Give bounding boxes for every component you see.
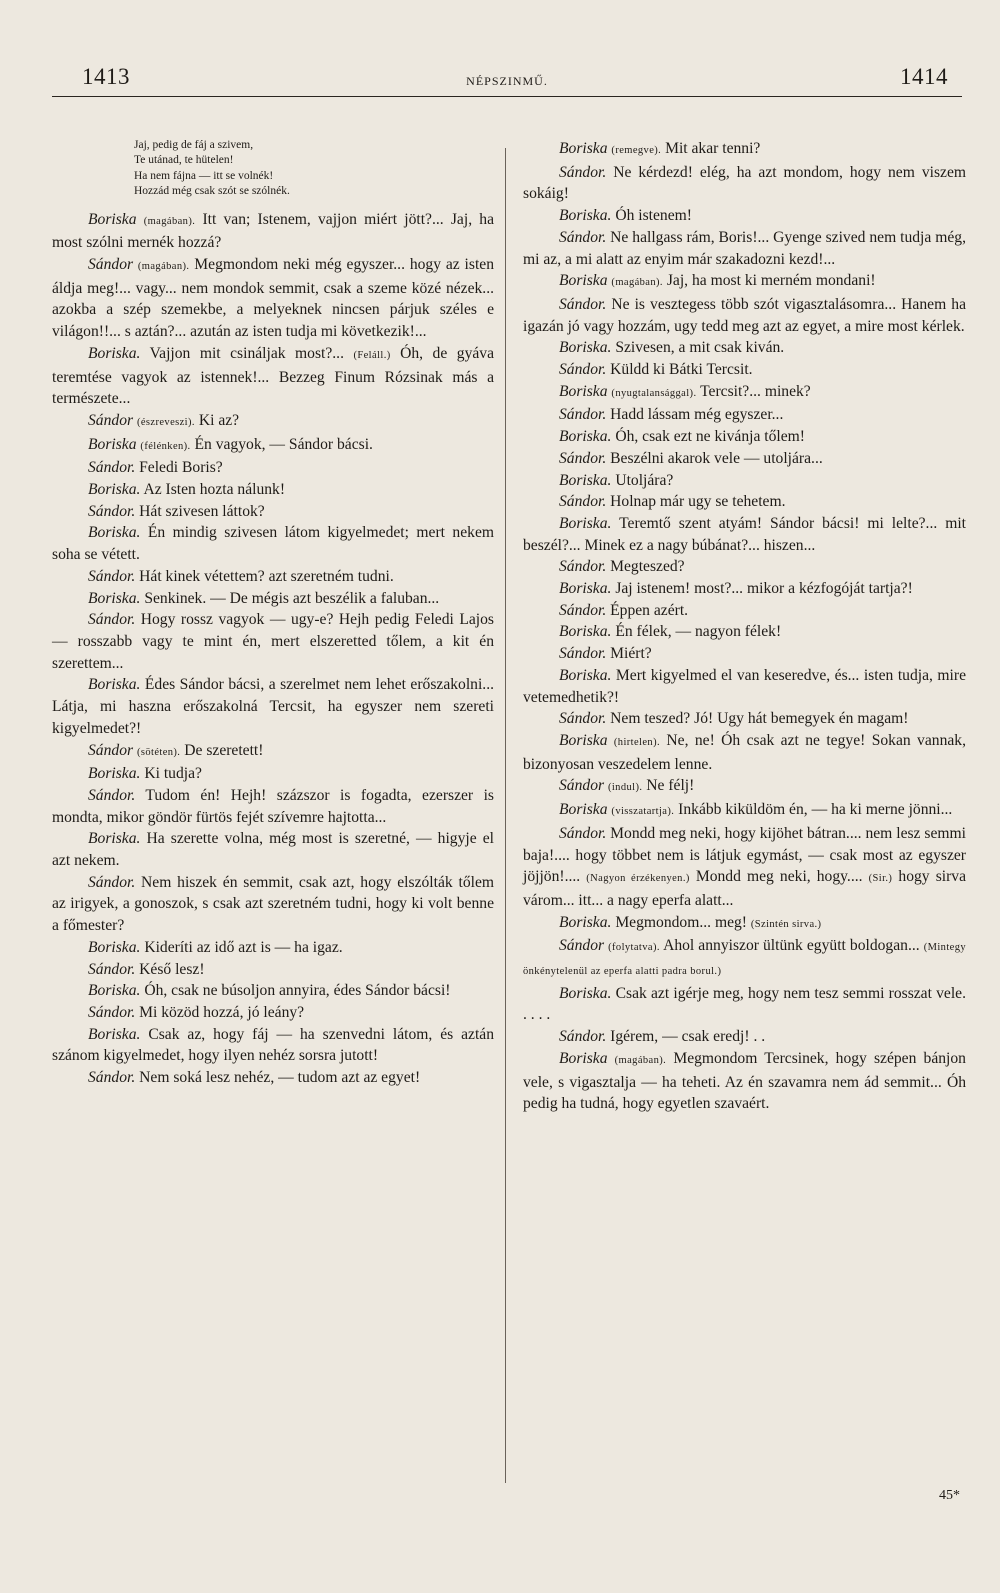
dialogue-line (523, 556, 966, 578)
speaker: Boriska. (88, 344, 141, 362)
dialogue-text: Mondd meg neki, hogy.... (689, 868, 863, 886)
dialogue-line (523, 600, 966, 622)
dialogue-line (523, 359, 966, 381)
dialogue-text: Teremtő szent atyám! Sándor bácsi! mi lelte?... mit beszél?... Minek ez a nagy búbánat?... hiszen... (523, 514, 966, 554)
dialogue-line (523, 578, 966, 600)
dialogue-text: Óh istenem! (611, 207, 692, 225)
verse-line: Te utánad, te hütelen! (134, 154, 234, 167)
dialogue-text: Éppen azért. (606, 601, 689, 619)
speaker: Sándor. (88, 459, 136, 477)
speaker: Sándor. (559, 163, 607, 181)
dialogue-text: Óh, csak ezt ne kivánja tőlem! (611, 428, 805, 446)
dialogue-text: Megteszed? (606, 558, 685, 576)
dialogue-line (523, 708, 966, 730)
dialogue-line (523, 643, 966, 665)
speaker: Sándor. (559, 1028, 607, 1046)
dialogue-line (523, 162, 966, 205)
stage-direction: (nyugtalansággal). (611, 387, 697, 399)
speaker: Boriska (559, 382, 608, 400)
speaker: Sándor. (559, 558, 607, 576)
speaker: Sándor (559, 777, 605, 795)
dialogue-text: Ne, ne! Óh csak azt ne tegye! Sokan vannak, bizonyosan veszedelem lenne. (523, 731, 966, 773)
page-header (52, 62, 962, 97)
dialogue-text: Szivesen, a mit csak kiván. (611, 339, 785, 357)
dialogue-text: Ahol annyiszor ültünk együtt boldogan... (659, 937, 920, 955)
dialogue-line (523, 935, 966, 982)
dialogue-line (52, 740, 494, 764)
speaker: Boriska. (559, 207, 612, 225)
speaker: Sándor. (88, 1003, 136, 1021)
dialogue-line (52, 434, 494, 458)
dialogue-text: Ne hallgass rám, Boris!... Gyenge szived nem tudja még, mi az, a mi alatt az enyim már szakadozni kezd!... (523, 228, 966, 268)
speaker: Boriska (88, 210, 137, 228)
dialogue-line (52, 522, 494, 565)
dialogue-line (52, 479, 494, 501)
speaker: Sándor. (88, 567, 136, 585)
stage-direction: (magában). (614, 1054, 667, 1066)
stage-direction: (indul). (607, 782, 643, 794)
speaker: Boriska. (88, 982, 141, 1000)
dialogue-line (523, 983, 966, 1026)
dialogue-line (52, 980, 494, 1002)
dialogue-text: Ne is vesztegess több szót vigasztalásomra... Hanem ha igazán jó vagy hozzám, ugy tedd meg azt az egyet, a mire most kérlek. (523, 295, 966, 335)
speaker: Sándor (88, 256, 134, 274)
speaker: Sándor (88, 411, 134, 429)
dialogue-line (52, 872, 494, 937)
dialogue-line (523, 621, 966, 643)
dialogue-line (523, 294, 966, 337)
dialogue-text: Nem hiszek én semmit, csak azt, hogy elszólták tőlem az irigyek, a gonoszok, s csak azt szeretném tudni, hogy ki volt benne a főmester? (52, 873, 494, 935)
dialogue-text: Jaj, ha most ki merném mondani! (662, 272, 876, 290)
speaker: Sándor. (559, 645, 607, 663)
dialogue-line (52, 501, 494, 523)
speaker: Boriska. (88, 524, 141, 542)
dialogue-text: Csak azt igérje meg, hogy nem tesz semmi rosszat vele. . . . . (523, 984, 966, 1024)
dialogue-line (52, 674, 494, 739)
speaker: Sándor. (559, 601, 607, 619)
dialogue-text: Tercsit?... minek? (696, 382, 811, 400)
speaker: Boriska. (88, 676, 141, 694)
dialogue-text: Mert kigyelmed el van keseredve, és... isten tudja, mire vetemedhetik?! (523, 666, 966, 706)
dialogue-text: Csak az, hogy fáj — ha szenvedni látom, és aztán szánom kigyelmedet, hogy ilyen nehéz sorsra jutott! (52, 1025, 494, 1065)
dialogue-line (523, 337, 966, 359)
stage-direction: (félénken). (140, 440, 191, 452)
speaker: Boriska. (559, 339, 612, 357)
dialogue-line (52, 254, 494, 343)
speaker: Boriska. (88, 938, 141, 956)
dialogue-line (523, 912, 966, 936)
dialogue-line (523, 823, 966, 912)
dialogue-text: hogy sirva várom... itt... a nagy eperfa alatt... (523, 868, 966, 909)
speaker: Boriska. (559, 580, 612, 598)
dialogue-text: Én vagyok, — Sándor bácsi. (190, 435, 373, 453)
dialogue-text: Én mindig szivesen látom kigyelmedet; mert nekem soha se vétett. (52, 524, 494, 564)
speaker: Sándor. (88, 960, 136, 978)
dialogue-text: Hát szivesen láttok? (135, 502, 265, 520)
dialogue-text: Megmondom neki még egyszer... hogy az isten áldja meg!... vagy... nem mondok semmit, csak a szeme közé nézek... azokba a szép szemekbe, a melyeknek nincsen párjuk széles e világon!!... s aztán?... azután az isten tudja mi következik!... (52, 256, 494, 341)
speaker: Sándor. (559, 449, 607, 467)
dialogue-text: Ki tudja? (140, 765, 202, 783)
dialogue-line (523, 138, 966, 162)
dialogue-text: Mi közöd hozzá, jó leány? (135, 1003, 305, 1021)
speaker: Boriska (559, 272, 608, 290)
speaker: Sándor (88, 741, 134, 759)
dialogue-line (52, 1002, 494, 1024)
speaker: Boriska. (559, 514, 612, 532)
dialogue-line (523, 1026, 966, 1048)
dialogue-line (523, 491, 966, 513)
dialogue-line (523, 448, 966, 470)
speaker: Boriska (559, 1049, 608, 1067)
dialogue-line (52, 959, 494, 981)
dialogue-text: Ki az? (194, 411, 240, 429)
dialogue-text: Óh, de gyáva teremtése vagyok az istennek!... Bezzeg Finum Rózsinak más a természete... (52, 344, 495, 408)
dialogue-line (52, 209, 494, 254)
dialogue-line (52, 1067, 494, 1089)
dialogue-text: Ha szerette volna, még most is szeretné, — higyje el azt nekem. (52, 830, 494, 870)
dialogue-text: Hogy rossz vagyok — ugy-e? Hejh pedig Feledi Lajos — rosszabb vagy te mint én, mert elszeretted tőlem, a kit én szerettem... (52, 611, 494, 672)
dialogue-line (523, 1048, 966, 1115)
song-verse (52, 138, 494, 200)
stage-direction: (visszatartja). (611, 806, 675, 818)
speaker: Boriska. (559, 913, 612, 931)
stage-direction: (magában). (611, 277, 663, 289)
dialogue-text: Megmondom... meg! (611, 913, 747, 931)
stage-direction: (magában). (143, 215, 196, 227)
dialogue-line (523, 227, 966, 270)
dialogue-text: Jaj istenem! most?... mikor a kézfogóját tartja?! (611, 580, 913, 598)
speaker: Boriska. (88, 481, 141, 499)
dialogue-text: Óh, csak ne búsoljon annyira, édes Sándor bácsi! (140, 982, 451, 1000)
dialogue-text: Tudom én! Hejh! százszor is fogadta, ezerszer is mondta, mikor göndör fürtös fejét szívemre hajtotta... (52, 786, 494, 826)
speaker: Sándor. (559, 824, 607, 842)
dialogue-text: Inkább kiküldöm én, — ha ki merne jönni... (674, 801, 953, 819)
speaker: Sándor. (559, 710, 607, 728)
dialogue-text: Küldd ki Bátki Tercsit. (606, 361, 753, 379)
dialogue-text: Beszélni akarok vele — utoljára... (606, 449, 823, 467)
speaker: Boriska. (559, 471, 612, 489)
dialogue-line (52, 343, 494, 410)
dialogue-line (52, 785, 494, 828)
stage-direction: (remegve). (611, 145, 662, 156)
dialogue-text: Kideríti az idő azt is — ha igaz. (140, 938, 343, 956)
dialogue-text: Nem teszed? Jó! Ugy hát bemegyek én magam! (606, 710, 909, 728)
speaker: Boriska (559, 140, 608, 157)
speaker: Boriska. (559, 623, 612, 641)
speaker: Sándor. (559, 228, 607, 246)
stage-direction: (hirtelen). (613, 736, 660, 748)
speaker: Sándor. (88, 873, 136, 891)
speaker: Boriska. (559, 666, 612, 684)
speaker: Boriska. (88, 1025, 141, 1043)
speaker: Boriska (559, 801, 608, 819)
speaker: Sándor (559, 937, 605, 955)
dialogue-text: Senkinek. — De mégis azt beszélik a faluban... (140, 589, 440, 607)
dialogue-line (52, 763, 494, 785)
dialogue-line (523, 665, 966, 708)
dialogue-line (52, 1024, 494, 1067)
dialogue-text: Utoljára? (611, 471, 674, 489)
dialogue-line (523, 730, 966, 775)
page-number-right: 1414 (900, 64, 948, 89)
stage-direction: (észreveszi). (136, 416, 195, 428)
dialogue-text: Ne kérdezd! elég, ha azt mondom, hogy nem viszem sokáig! (523, 163, 966, 203)
dialogue-text: Vajjon mit csináljak most?... (140, 344, 344, 362)
speaker: Boriska. (88, 765, 141, 783)
dialogue-line (52, 609, 494, 674)
verse-line: Jaj, pedig de fáj a szivem, (134, 139, 254, 151)
dialogue-text: Édes Sándor bácsi, a szerelmet nem lehet erőszakolni... Látja, mi haszna erőszakolná Tercsit, ha egyszer nem szereti kigyelmedet?! (52, 676, 494, 737)
dialogue-text: Késő lesz! (135, 960, 205, 978)
speaker: Sándor. (559, 295, 607, 313)
page-number-left: 1413 (82, 64, 130, 89)
dialogue-text: Feledi Boris? (135, 459, 223, 477)
stage-direction: (Feláll.) (353, 349, 391, 361)
dialogue-line (52, 828, 494, 871)
dialogue-text: Az Isten hozta nálunk! (140, 481, 286, 499)
speaker: Boriska. (559, 428, 612, 446)
verse-line: Hozzád még csak szót se szólnék. (134, 185, 290, 198)
speaker: Boriska. (88, 830, 141, 848)
printer-signature: 45* (939, 1488, 960, 1503)
stage-direction: (folytatva). (608, 942, 660, 954)
speaker: Sándor. (559, 406, 607, 424)
dialogue-text: Én félek, — nagyon félek! (611, 623, 782, 641)
dialogue-line (52, 410, 494, 434)
dialogue-line (52, 566, 494, 588)
speaker: Sándor. (559, 493, 607, 511)
dialogue-text: De szeretett! (180, 741, 264, 759)
dialogue-text: Holnap már ugy se tehetem. (606, 493, 786, 511)
speaker: Sándor. (559, 361, 607, 379)
stage-direction: (Szintén sirva.) (750, 918, 822, 930)
running-title: NÉPSZINMŰ. (466, 74, 548, 88)
speaker: Boriska (559, 731, 608, 749)
dialogue-line (523, 381, 966, 405)
column-divider (505, 148, 506, 1483)
stage-direction: (magában). (137, 261, 190, 273)
dialogue-line (523, 470, 966, 492)
dialogue-line (52, 937, 494, 959)
speaker: Boriska (88, 435, 137, 453)
stage-direction: (Mintegy önkénytelenül az eperfa alatti padra borul.) (523, 942, 966, 978)
dialogue-line (52, 588, 494, 610)
speaker: Sándor. (88, 786, 136, 804)
dialogue-line (523, 270, 966, 294)
dialogue-text: Nem soká lesz nehéz, — tudom azt az egyet! (135, 1069, 421, 1087)
dialogue-line (523, 513, 966, 556)
stage-direction: (sötéten). (136, 746, 181, 758)
dialogue-line (523, 205, 966, 227)
speaker: Boriska. (88, 589, 141, 607)
dialogue-text: Mondd meg neki, hogy kijöhet bátran.... nem lesz semmi baja!.... hogy többet nem is látjuk egymást, — csak most az egyszer jöjjön!.... (523, 824, 966, 886)
speaker: Sándor. (88, 502, 136, 520)
speaker: Sándor. (88, 611, 136, 629)
speaker: Sándor. (88, 1069, 136, 1087)
dialogue-line (523, 775, 966, 799)
speaker: Boriska. (559, 984, 612, 1002)
dialogue-text: Hát kinek vétettem? azt szeretném tudni. (135, 567, 394, 585)
verse-line: Ha nem fájna — itt se volnék! (134, 169, 274, 182)
dialogue-text: Miért? (606, 645, 652, 663)
dialogue-text: Igérem, — csak eredj! . . (606, 1028, 766, 1046)
dialogue-line (52, 457, 494, 479)
dialogue-text: Megmondom Tercsinek, hogy szépen bánjon vele, s vigasztalja — ha teheti. Az én szavamra nem ád semmit... Óh pedig ha tudná, hogy egyetlen szavaért. (523, 1049, 966, 1113)
dialogue-text: Hadd lássam még egyszer... (606, 406, 784, 424)
dialogue-line (523, 799, 966, 823)
stage-direction: (Sir.) (868, 873, 893, 885)
dialogue-text: Mit akar tenni? (661, 140, 761, 157)
stage-direction: (Nagyon érzékenyen.) (586, 873, 690, 885)
dialogue-text: Itt van; Istenem, vajjon miért jött?... Jaj, ha most szólni mernék hozzá? (52, 210, 494, 252)
dialogue-line (523, 404, 966, 426)
dialogue-line (523, 426, 966, 448)
left-column (52, 138, 494, 1089)
right-column (523, 138, 966, 1115)
dialogue-text: Ne félj! (642, 777, 695, 795)
